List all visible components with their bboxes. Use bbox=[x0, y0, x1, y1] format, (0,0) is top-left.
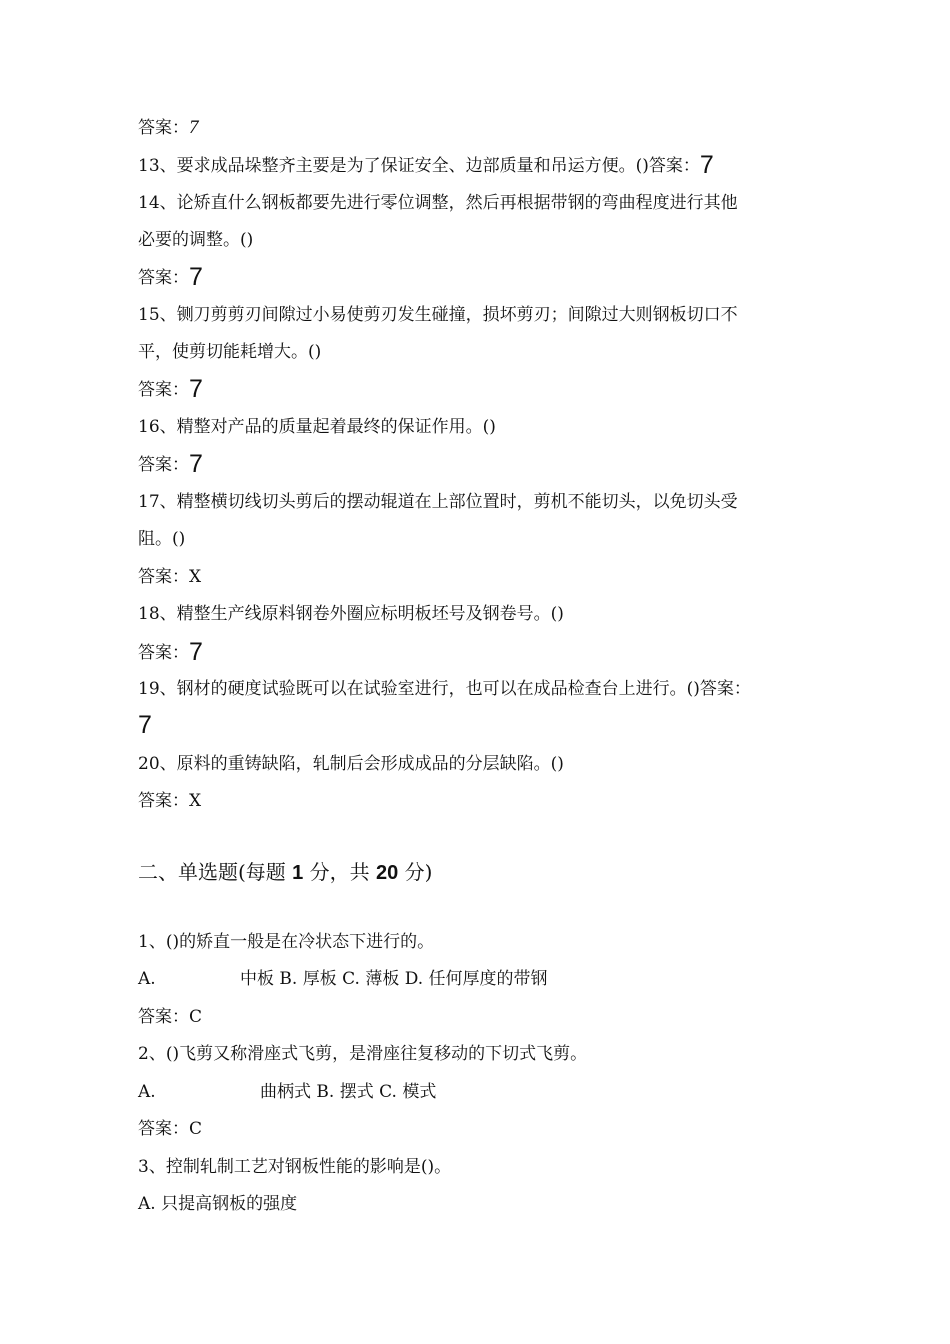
mc-question-2-options bbox=[138, 1080, 436, 1104]
answer-value: C bbox=[189, 1007, 203, 1027]
options-text: 曲柄式 B. 摆式 C. 模式 bbox=[260, 1082, 437, 1102]
question-20: 20、原料的重铸缺陷，轧制后会形成成品的分层缺陷。() bbox=[138, 754, 564, 774]
answer-label: 答案： bbox=[138, 643, 189, 663]
answer-16 bbox=[138, 452, 203, 477]
answer-17 bbox=[138, 565, 201, 589]
heading-prefix: 二、单选题(每题 bbox=[138, 860, 293, 884]
heading-suffix: 分) bbox=[398, 860, 433, 884]
options-text: 中板 B. 厚板 C. 薄板 D. 任何厚度的带钢 bbox=[240, 969, 548, 989]
mc-answer-1 bbox=[138, 1005, 202, 1029]
question-14-line-2: 必要的调整。() bbox=[138, 230, 254, 250]
answer-value: 7 bbox=[189, 375, 203, 403]
mc-answer-2 bbox=[138, 1117, 202, 1141]
answer-value: X bbox=[189, 791, 202, 811]
answer-20 bbox=[138, 789, 201, 813]
answer-value: 7 bbox=[189, 450, 203, 478]
question-17-line-1: 17、精整横切线切头剪后的摆动辊道在上部位置时，剪机不能切头，以免切头受 bbox=[138, 492, 738, 512]
heading-middle: 分，共 bbox=[303, 860, 377, 884]
question-14-line-1: 14、论矫直什么钢板都要先进行零位调整，然后再根据带钢的弯曲程度进行其他 bbox=[138, 193, 738, 213]
answer-18 bbox=[138, 640, 203, 665]
question-16: 16、精整对产品的质量起着最终的保证作用。() bbox=[138, 417, 496, 437]
mc-question-2: 2、()飞剪又称滑座式飞剪，是滑座往复移动的下切式飞剪。 bbox=[138, 1044, 588, 1064]
question-15-line-2: 平，使剪切能耗增大。() bbox=[138, 342, 322, 362]
answer-label: 答案： bbox=[138, 1119, 189, 1139]
answer-14 bbox=[138, 265, 203, 290]
option-a-label: A. bbox=[138, 969, 156, 989]
answer-label: 答案： bbox=[138, 1007, 189, 1027]
answer-label: 答案： bbox=[138, 268, 189, 288]
answer-value: 7 bbox=[189, 638, 203, 666]
mc-question-3: 3、控制轧制工艺对钢板性能的影响是()。 bbox=[138, 1157, 452, 1177]
total-score: 20 bbox=[376, 862, 399, 884]
question-18: 18、精整生产线原料钢卷外圈应标明板坯号及钢卷号。() bbox=[138, 604, 564, 624]
answer-19 bbox=[138, 713, 152, 738]
answer-value: 7 bbox=[138, 711, 152, 739]
question-13 bbox=[138, 153, 714, 178]
answer-value: 7 bbox=[189, 117, 199, 138]
question-15-line-1: 15、铡刀剪剪刃间隙过小易使剪刃发生碰撞，损坏剪刃；间隙过大则钢板切口不 bbox=[138, 305, 738, 325]
question-text: 13、要求成品垛整齐主要是为了保证安全、边部质量和吊运方便。()答案： bbox=[138, 156, 700, 176]
answer-15 bbox=[138, 377, 203, 402]
answer-value: X bbox=[189, 567, 202, 587]
question-19: 19、钢材的硬度试验既可以在试验室进行，也可以在成品检查台上进行。()答案： bbox=[138, 679, 751, 699]
answer-label: 答案： bbox=[138, 380, 189, 400]
mc-question-3-option-a: A. 只提高钢板的强度 bbox=[138, 1194, 298, 1214]
answer-label: 答案： bbox=[138, 567, 189, 587]
section-heading bbox=[138, 857, 432, 888]
answer-label: 答案： bbox=[138, 455, 189, 475]
per-score: 1 bbox=[292, 862, 304, 884]
question-17-line-2: 阻。() bbox=[138, 529, 186, 549]
answer-value: 7 bbox=[699, 151, 714, 179]
mc-question-1: 1、()的矫直一般是在冷状态下进行的。 bbox=[138, 932, 435, 952]
answer-value: 7 bbox=[189, 263, 203, 291]
answer-label: 答案： bbox=[138, 118, 189, 138]
mc-question-1-options bbox=[138, 967, 548, 991]
answer-value: C bbox=[189, 1119, 203, 1139]
answer-12 bbox=[138, 116, 199, 140]
answer-label: 答案： bbox=[138, 791, 189, 811]
option-a-label: A. bbox=[138, 1082, 156, 1102]
